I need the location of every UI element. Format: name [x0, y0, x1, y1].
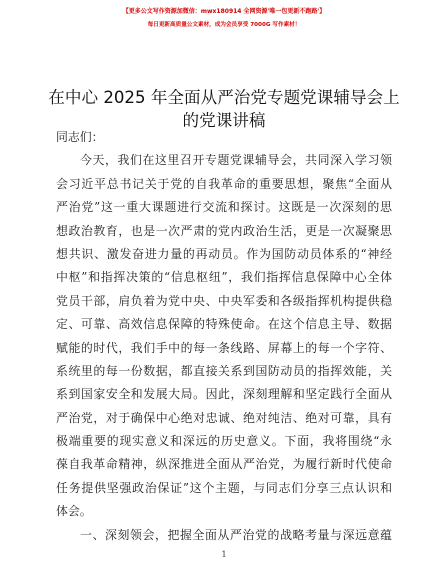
- body-line: 系到国家安全和发展大局。因此，深刻理解和坚定践行全面从: [56, 387, 392, 402]
- page-number: 1: [221, 550, 227, 559]
- document-title-line-2: 的党课讲稿: [182, 111, 266, 130]
- promo-banner-line-1: 【更多公文写作资源加微信：mwx180914 全网资源'唯一包更新不跑路'】: [122, 8, 326, 15]
- document-body: [56, 126, 392, 547]
- body-line: 想政治教育，也是一次严肃的党内政治生活，更是一次凝聚思: [56, 223, 392, 238]
- section-heading: 一、深刻领会，把握全面从严治党的战略考量与深远意蕴: [80, 527, 392, 542]
- body-line: 系统里的每一份数据，都直接关系到国防动员的指挥效能，关: [56, 363, 392, 378]
- salutation: 同志们：: [56, 130, 104, 144]
- body-line: 严治党，对于确保中心绝对忠诚、绝对纯洁、绝对可靠，具有: [56, 410, 392, 425]
- body-line: 赋能的时代，我们手中的每一条线路、屏幕上的每一个字符、: [56, 340, 392, 355]
- body-line: 体会。: [56, 504, 92, 519]
- body-line: 严治党”这一重大课题进行交流和探讨。这既是一次深刻的思: [56, 200, 392, 215]
- body-line: 中枢”和指挥决策的“信息枢纽”，我们指挥信息保障中心全体: [56, 270, 392, 285]
- body-line: 极端重要的现实意义和深远的历史意义。下面，我将围绕“永: [56, 434, 392, 449]
- body-line: 葆自我革命精神，纵深推进全面从严治党，为履行新时代使命: [56, 457, 392, 472]
- body-line: 任务提供坚强政治保证”这个主题，与同志们分享三点认识和: [56, 480, 392, 495]
- document-title-line-1: 在中心 2025 年全面从严治党专题党课辅导会上: [48, 88, 400, 107]
- body-line: 会习近平总书记关于党的自我革命的重要思想，聚焦“全面从: [56, 176, 392, 191]
- body-line: 今天，我们在这里召开专题党课辅导会，共同深入学习领: [80, 153, 392, 168]
- body-line: 定、可靠、高效信息保障的特殊使命。在这个信息主导、数据: [56, 317, 392, 332]
- body-line: 党员干部，肩负着为党中央、中央军委和各级指挥机构提供稳: [56, 293, 392, 308]
- promo-banner-line-2: 每日更新高质量公文素材，成为会员享受 7000G 写作素材！: [147, 22, 301, 28]
- body-line: 想共识、激发奋进力量的再动员。作为国防动员体系的“神经: [56, 246, 392, 261]
